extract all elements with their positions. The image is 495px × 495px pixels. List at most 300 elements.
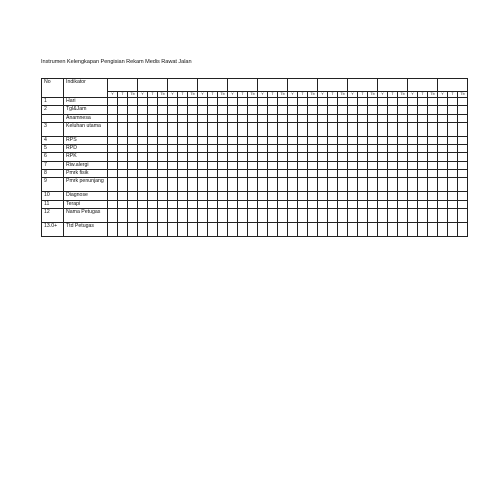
check-cell[interactable]	[128, 170, 138, 178]
check-cell[interactable]	[278, 222, 288, 236]
check-cell[interactable]	[108, 192, 118, 200]
check-cell[interactable]	[168, 192, 178, 200]
check-cell[interactable]	[288, 170, 298, 178]
check-cell[interactable]	[188, 136, 198, 144]
check-cell[interactable]	[358, 200, 368, 208]
check-cell[interactable]	[148, 161, 158, 169]
check-cell[interactable]	[368, 161, 378, 169]
check-cell[interactable]	[148, 170, 158, 178]
check-cell[interactable]	[358, 106, 368, 114]
check-cell[interactable]	[148, 178, 158, 192]
check-cell[interactable]	[238, 106, 248, 114]
check-cell[interactable]	[378, 208, 388, 222]
check-cell[interactable]	[428, 122, 438, 136]
check-cell[interactable]	[238, 136, 248, 144]
check-cell[interactable]	[128, 161, 138, 169]
check-cell[interactable]	[328, 114, 338, 122]
check-cell[interactable]	[218, 208, 228, 222]
check-cell[interactable]	[268, 222, 278, 236]
check-cell[interactable]	[348, 114, 358, 122]
check-cell[interactable]	[138, 106, 148, 114]
check-cell[interactable]	[278, 106, 288, 114]
check-cell[interactable]	[338, 161, 348, 169]
check-cell[interactable]	[398, 145, 408, 153]
check-cell[interactable]	[178, 200, 188, 208]
check-cell[interactable]	[438, 208, 448, 222]
check-cell[interactable]	[278, 200, 288, 208]
check-cell[interactable]	[298, 192, 308, 200]
check-cell[interactable]	[408, 178, 418, 192]
check-cell[interactable]	[108, 114, 118, 122]
check-cell[interactable]	[248, 200, 258, 208]
check-cell[interactable]	[388, 98, 398, 106]
check-cell[interactable]	[188, 98, 198, 106]
check-cell[interactable]	[418, 208, 428, 222]
check-cell[interactable]	[348, 106, 358, 114]
check-cell[interactable]	[138, 161, 148, 169]
check-cell[interactable]	[358, 192, 368, 200]
check-cell[interactable]	[188, 114, 198, 122]
check-cell[interactable]	[438, 122, 448, 136]
check-cell[interactable]	[148, 145, 158, 153]
check-cell[interactable]	[188, 122, 198, 136]
check-cell[interactable]	[168, 161, 178, 169]
check-cell[interactable]	[108, 208, 118, 222]
check-cell[interactable]	[458, 192, 468, 200]
check-cell[interactable]	[188, 106, 198, 114]
check-cell[interactable]	[448, 178, 458, 192]
check-cell[interactable]	[408, 122, 418, 136]
check-cell[interactable]	[358, 170, 368, 178]
check-cell[interactable]	[248, 170, 258, 178]
check-cell[interactable]	[378, 122, 388, 136]
check-cell[interactable]	[438, 153, 448, 161]
check-cell[interactable]	[338, 208, 348, 222]
check-cell[interactable]	[318, 136, 328, 144]
check-cell[interactable]	[278, 145, 288, 153]
check-cell[interactable]	[238, 145, 248, 153]
check-cell[interactable]	[228, 106, 238, 114]
check-cell[interactable]	[258, 145, 268, 153]
check-cell[interactable]	[288, 192, 298, 200]
check-cell[interactable]	[278, 161, 288, 169]
check-cell[interactable]	[188, 145, 198, 153]
check-cell[interactable]	[108, 136, 118, 144]
check-cell[interactable]	[368, 192, 378, 200]
check-cell[interactable]	[308, 170, 318, 178]
check-cell[interactable]	[158, 122, 168, 136]
check-cell[interactable]	[288, 200, 298, 208]
check-cell[interactable]	[188, 208, 198, 222]
check-cell[interactable]	[458, 153, 468, 161]
check-cell[interactable]	[218, 192, 228, 200]
check-cell[interactable]	[158, 161, 168, 169]
check-cell[interactable]	[178, 170, 188, 178]
check-cell[interactable]	[248, 192, 258, 200]
check-cell[interactable]	[198, 98, 208, 106]
check-cell[interactable]	[408, 222, 418, 236]
check-cell[interactable]	[258, 170, 268, 178]
check-cell[interactable]	[188, 161, 198, 169]
check-cell[interactable]	[288, 98, 298, 106]
check-cell[interactable]	[308, 98, 318, 106]
check-cell[interactable]	[258, 106, 268, 114]
check-cell[interactable]	[438, 145, 448, 153]
check-cell[interactable]	[418, 98, 428, 106]
check-cell[interactable]	[298, 161, 308, 169]
check-cell[interactable]	[298, 222, 308, 236]
check-cell[interactable]	[198, 222, 208, 236]
check-cell[interactable]	[288, 153, 298, 161]
check-cell[interactable]	[268, 153, 278, 161]
check-cell[interactable]	[328, 136, 338, 144]
check-cell[interactable]	[148, 153, 158, 161]
check-cell[interactable]	[268, 192, 278, 200]
check-cell[interactable]	[318, 106, 328, 114]
check-cell[interactable]	[348, 98, 358, 106]
check-cell[interactable]	[188, 178, 198, 192]
check-cell[interactable]	[148, 106, 158, 114]
check-cell[interactable]	[298, 136, 308, 144]
check-cell[interactable]	[238, 153, 248, 161]
check-cell[interactable]	[358, 153, 368, 161]
check-cell[interactable]	[298, 208, 308, 222]
check-cell[interactable]	[328, 106, 338, 114]
check-cell[interactable]	[168, 208, 178, 222]
check-cell[interactable]	[328, 200, 338, 208]
check-cell[interactable]	[438, 200, 448, 208]
check-cell[interactable]	[398, 106, 408, 114]
check-cell[interactable]	[158, 136, 168, 144]
check-cell[interactable]	[178, 145, 188, 153]
check-cell[interactable]	[418, 222, 428, 236]
check-cell[interactable]	[108, 122, 118, 136]
check-cell[interactable]	[208, 98, 218, 106]
check-cell[interactable]	[308, 208, 318, 222]
check-cell[interactable]	[418, 106, 428, 114]
check-cell[interactable]	[408, 136, 418, 144]
check-cell[interactable]	[258, 122, 268, 136]
check-cell[interactable]	[318, 122, 328, 136]
check-cell[interactable]	[198, 114, 208, 122]
check-cell[interactable]	[398, 192, 408, 200]
check-cell[interactable]	[428, 136, 438, 144]
check-cell[interactable]	[258, 153, 268, 161]
check-cell[interactable]	[238, 170, 248, 178]
check-cell[interactable]	[388, 200, 398, 208]
check-cell[interactable]	[378, 114, 388, 122]
check-cell[interactable]	[128, 222, 138, 236]
check-cell[interactable]	[128, 200, 138, 208]
check-cell[interactable]	[388, 145, 398, 153]
check-cell[interactable]	[428, 145, 438, 153]
check-cell[interactable]	[268, 122, 278, 136]
check-cell[interactable]	[308, 161, 318, 169]
check-cell[interactable]	[448, 136, 458, 144]
check-cell[interactable]	[118, 192, 128, 200]
check-cell[interactable]	[228, 145, 238, 153]
check-cell[interactable]	[318, 114, 328, 122]
check-cell[interactable]	[268, 145, 278, 153]
check-cell[interactable]	[298, 153, 308, 161]
check-cell[interactable]	[198, 153, 208, 161]
check-cell[interactable]	[168, 222, 178, 236]
check-cell[interactable]	[128, 208, 138, 222]
check-cell[interactable]	[198, 178, 208, 192]
check-cell[interactable]	[428, 114, 438, 122]
check-cell[interactable]	[338, 98, 348, 106]
check-cell[interactable]	[428, 192, 438, 200]
check-cell[interactable]	[408, 106, 418, 114]
check-cell[interactable]	[138, 153, 148, 161]
check-cell[interactable]	[368, 136, 378, 144]
check-cell[interactable]	[378, 145, 388, 153]
check-cell[interactable]	[328, 98, 338, 106]
check-cell[interactable]	[198, 161, 208, 169]
check-cell[interactable]	[448, 153, 458, 161]
check-cell[interactable]	[398, 222, 408, 236]
check-cell[interactable]	[208, 161, 218, 169]
check-cell[interactable]	[288, 145, 298, 153]
check-cell[interactable]	[368, 200, 378, 208]
check-cell[interactable]	[338, 178, 348, 192]
check-cell[interactable]	[148, 114, 158, 122]
check-cell[interactable]	[308, 222, 318, 236]
check-cell[interactable]	[318, 208, 328, 222]
check-cell[interactable]	[268, 200, 278, 208]
check-cell[interactable]	[268, 136, 278, 144]
check-cell[interactable]	[158, 222, 168, 236]
check-cell[interactable]	[418, 170, 428, 178]
check-cell[interactable]	[198, 200, 208, 208]
check-cell[interactable]	[208, 208, 218, 222]
check-cell[interactable]	[448, 200, 458, 208]
check-cell[interactable]	[428, 161, 438, 169]
check-cell[interactable]	[198, 145, 208, 153]
check-cell[interactable]	[458, 178, 468, 192]
check-cell[interactable]	[178, 161, 188, 169]
check-cell[interactable]	[388, 153, 398, 161]
check-cell[interactable]	[378, 170, 388, 178]
check-cell[interactable]	[138, 208, 148, 222]
check-cell[interactable]	[188, 200, 198, 208]
check-cell[interactable]	[318, 192, 328, 200]
check-cell[interactable]	[208, 114, 218, 122]
check-cell[interactable]	[178, 106, 188, 114]
check-cell[interactable]	[238, 208, 248, 222]
check-cell[interactable]	[438, 98, 448, 106]
check-cell[interactable]	[218, 145, 228, 153]
check-cell[interactable]	[168, 122, 178, 136]
check-cell[interactable]	[358, 208, 368, 222]
check-cell[interactable]	[338, 106, 348, 114]
check-cell[interactable]	[418, 153, 428, 161]
check-cell[interactable]	[198, 170, 208, 178]
check-cell[interactable]	[318, 170, 328, 178]
check-cell[interactable]	[248, 161, 258, 169]
check-cell[interactable]	[358, 98, 368, 106]
check-cell[interactable]	[178, 192, 188, 200]
check-cell[interactable]	[248, 114, 258, 122]
check-cell[interactable]	[338, 114, 348, 122]
check-cell[interactable]	[178, 114, 188, 122]
check-cell[interactable]	[138, 114, 148, 122]
check-cell[interactable]	[158, 200, 168, 208]
check-cell[interactable]	[388, 136, 398, 144]
check-cell[interactable]	[348, 178, 358, 192]
check-cell[interactable]	[118, 208, 128, 222]
check-cell[interactable]	[268, 161, 278, 169]
check-cell[interactable]	[308, 136, 318, 144]
check-cell[interactable]	[458, 200, 468, 208]
check-cell[interactable]	[208, 153, 218, 161]
check-cell[interactable]	[198, 208, 208, 222]
check-cell[interactable]	[348, 136, 358, 144]
check-cell[interactable]	[368, 208, 378, 222]
check-cell[interactable]	[268, 208, 278, 222]
check-cell[interactable]	[378, 161, 388, 169]
check-cell[interactable]	[168, 178, 178, 192]
check-cell[interactable]	[418, 192, 428, 200]
check-cell[interactable]	[358, 136, 368, 144]
check-cell[interactable]	[378, 178, 388, 192]
check-cell[interactable]	[378, 98, 388, 106]
check-cell[interactable]	[278, 136, 288, 144]
check-cell[interactable]	[408, 200, 418, 208]
check-cell[interactable]	[108, 170, 118, 178]
check-cell[interactable]	[448, 161, 458, 169]
check-cell[interactable]	[228, 122, 238, 136]
check-cell[interactable]	[308, 114, 318, 122]
check-cell[interactable]	[128, 145, 138, 153]
check-cell[interactable]	[288, 114, 298, 122]
check-cell[interactable]	[168, 200, 178, 208]
check-cell[interactable]	[448, 170, 458, 178]
check-cell[interactable]	[138, 122, 148, 136]
check-cell[interactable]	[298, 98, 308, 106]
check-cell[interactable]	[398, 178, 408, 192]
check-cell[interactable]	[298, 170, 308, 178]
check-cell[interactable]	[438, 170, 448, 178]
check-cell[interactable]	[458, 98, 468, 106]
check-cell[interactable]	[278, 208, 288, 222]
check-cell[interactable]	[208, 178, 218, 192]
check-cell[interactable]	[458, 106, 468, 114]
check-cell[interactable]	[328, 170, 338, 178]
check-cell[interactable]	[428, 178, 438, 192]
check-cell[interactable]	[118, 114, 128, 122]
check-cell[interactable]	[138, 170, 148, 178]
check-cell[interactable]	[218, 136, 228, 144]
check-cell[interactable]	[228, 208, 238, 222]
check-cell[interactable]	[408, 161, 418, 169]
check-cell[interactable]	[428, 200, 438, 208]
check-cell[interactable]	[198, 122, 208, 136]
check-cell[interactable]	[268, 170, 278, 178]
check-cell[interactable]	[428, 222, 438, 236]
check-cell[interactable]	[238, 114, 248, 122]
check-cell[interactable]	[458, 136, 468, 144]
check-cell[interactable]	[168, 136, 178, 144]
check-cell[interactable]	[288, 161, 298, 169]
check-cell[interactable]	[238, 98, 248, 106]
check-cell[interactable]	[348, 122, 358, 136]
check-cell[interactable]	[218, 106, 228, 114]
check-cell[interactable]	[278, 192, 288, 200]
check-cell[interactable]	[118, 161, 128, 169]
check-cell[interactable]	[438, 222, 448, 236]
check-cell[interactable]	[188, 153, 198, 161]
check-cell[interactable]	[118, 200, 128, 208]
check-cell[interactable]	[358, 178, 368, 192]
check-cell[interactable]	[428, 170, 438, 178]
check-cell[interactable]	[248, 122, 258, 136]
check-cell[interactable]	[148, 98, 158, 106]
check-cell[interactable]	[298, 106, 308, 114]
check-cell[interactable]	[178, 208, 188, 222]
check-cell[interactable]	[208, 192, 218, 200]
check-cell[interactable]	[158, 153, 168, 161]
check-cell[interactable]	[148, 136, 158, 144]
check-cell[interactable]	[258, 192, 268, 200]
check-cell[interactable]	[268, 178, 278, 192]
check-cell[interactable]	[118, 98, 128, 106]
check-cell[interactable]	[318, 153, 328, 161]
check-cell[interactable]	[278, 122, 288, 136]
check-cell[interactable]	[318, 178, 328, 192]
check-cell[interactable]	[108, 106, 118, 114]
check-cell[interactable]	[218, 114, 228, 122]
check-cell[interactable]	[418, 145, 428, 153]
check-cell[interactable]	[108, 145, 118, 153]
check-cell[interactable]	[258, 98, 268, 106]
check-cell[interactable]	[188, 170, 198, 178]
check-cell[interactable]	[308, 153, 318, 161]
check-cell[interactable]	[388, 208, 398, 222]
check-cell[interactable]	[128, 178, 138, 192]
check-cell[interactable]	[418, 161, 428, 169]
check-cell[interactable]	[158, 192, 168, 200]
check-cell[interactable]	[408, 192, 418, 200]
check-cell[interactable]	[348, 153, 358, 161]
check-cell[interactable]	[388, 178, 398, 192]
check-cell[interactable]	[278, 170, 288, 178]
check-cell[interactable]	[268, 106, 278, 114]
check-cell[interactable]	[358, 222, 368, 236]
check-cell[interactable]	[338, 200, 348, 208]
check-cell[interactable]	[138, 222, 148, 236]
check-cell[interactable]	[158, 170, 168, 178]
check-cell[interactable]	[418, 122, 428, 136]
check-cell[interactable]	[218, 178, 228, 192]
check-cell[interactable]	[168, 145, 178, 153]
check-cell[interactable]	[458, 222, 468, 236]
check-cell[interactable]	[198, 192, 208, 200]
check-cell[interactable]	[168, 153, 178, 161]
check-cell[interactable]	[248, 136, 258, 144]
check-cell[interactable]	[138, 145, 148, 153]
check-cell[interactable]	[398, 208, 408, 222]
check-cell[interactable]	[188, 192, 198, 200]
check-cell[interactable]	[118, 178, 128, 192]
check-cell[interactable]	[408, 170, 418, 178]
check-cell[interactable]	[408, 153, 418, 161]
check-cell[interactable]	[268, 114, 278, 122]
check-cell[interactable]	[388, 170, 398, 178]
check-cell[interactable]	[128, 106, 138, 114]
check-cell[interactable]	[298, 178, 308, 192]
check-cell[interactable]	[288, 178, 298, 192]
